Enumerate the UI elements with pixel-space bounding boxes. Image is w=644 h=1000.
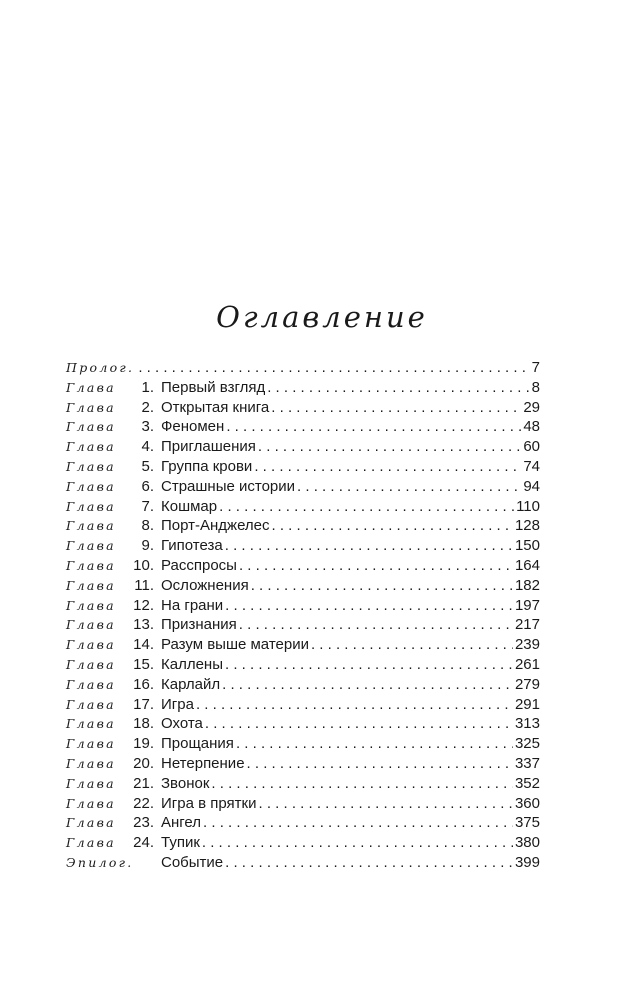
dot-leader: [196, 695, 513, 715]
entry-page-number: 217: [514, 616, 540, 634]
entry-label: Глава: [66, 478, 116, 494]
entry-page-number: 375: [514, 814, 540, 832]
entry-label: Глава: [66, 637, 116, 653]
dot-leader: [272, 516, 513, 536]
entry-number: 2.: [141, 398, 154, 416]
entry-page-number: 48: [523, 418, 540, 436]
entry-page-number: 128: [514, 517, 540, 535]
entry-label: Глава: [66, 597, 116, 613]
entry-title: Тупик: [161, 834, 200, 852]
entry-number: 3.: [141, 418, 154, 436]
dot-leader: [138, 358, 529, 378]
entry-title: Прощания: [161, 735, 234, 753]
entry-number: 4.: [141, 438, 154, 456]
entry-number: 13.: [133, 616, 154, 634]
entry-title: Охота: [161, 715, 203, 733]
entry-page-number: 279: [514, 675, 540, 693]
entry-label: Глава: [66, 755, 116, 771]
entry-title: Осложнения: [161, 576, 249, 594]
entry-label: Глава: [66, 518, 116, 534]
entry-title: Феномен: [161, 418, 225, 436]
entry-label: Глава: [66, 498, 116, 514]
dot-leader: [202, 833, 513, 853]
entry-page-number: 150: [514, 537, 540, 555]
entry-label: Эпилог.: [66, 854, 134, 870]
entry-title: Карлайл: [161, 675, 221, 693]
entry-page-number: 74: [523, 457, 540, 475]
toc-entry: [66, 516, 540, 536]
entry-page-number: 325: [514, 735, 540, 753]
toc-entry: [66, 675, 540, 695]
entry-title: Ангел: [161, 814, 202, 832]
entry-page-number: 399: [514, 853, 540, 871]
dot-leader: [225, 596, 513, 616]
entry-number: 7.: [141, 497, 154, 515]
entry-number: 22.: [133, 794, 154, 812]
entry-label: Глава: [66, 557, 116, 573]
dot-leader: [254, 457, 521, 477]
entry-page-number: 182: [514, 576, 540, 594]
page-title: Оглавление: [216, 300, 428, 334]
entry-title: Звонок: [161, 774, 210, 792]
entry-label: Глава: [66, 577, 116, 593]
entry-title: Игра в прятки: [161, 794, 257, 812]
table-of-contents: [66, 358, 540, 873]
entry-page-number: 291: [514, 695, 540, 713]
dot-leader: [219, 497, 514, 517]
dot-leader: [239, 556, 513, 576]
toc-entry: [66, 556, 540, 576]
dot-leader: [225, 655, 513, 675]
toc-entry: [66, 457, 540, 477]
dot-leader: [267, 378, 529, 398]
dot-leader: [225, 536, 513, 556]
entry-label: Глава: [66, 736, 116, 752]
entry-label: Глава: [66, 458, 116, 474]
entry-number: 21.: [133, 774, 154, 792]
entry-page-number: 164: [514, 556, 540, 574]
entry-label: Глава: [66, 676, 116, 692]
entry-number: 17.: [133, 695, 154, 713]
dot-leader: [247, 754, 513, 774]
entry-page-number: 380: [514, 834, 540, 852]
dot-leader: [271, 398, 521, 418]
toc-entry: [66, 477, 540, 497]
entry-page-number: 197: [514, 596, 540, 614]
toc-entry: [66, 497, 540, 517]
entry-title: Признания: [161, 616, 237, 634]
entry-label: Глава: [66, 795, 116, 811]
entry-number: 8.: [141, 517, 154, 535]
entry-page-number: 110: [516, 497, 540, 515]
toc-entry: [66, 536, 540, 556]
entry-number: 12.: [133, 596, 154, 614]
entry-title: Кошмар: [161, 497, 218, 515]
toc-entry-prologue: [66, 358, 540, 378]
toc-entry: [66, 754, 540, 774]
toc-entry: [66, 635, 540, 655]
dot-leader: [211, 774, 513, 794]
toc-entry: [66, 774, 540, 794]
entry-page-number: 8: [531, 378, 540, 396]
entry-label: Глава: [66, 835, 116, 851]
toc-entry: [66, 615, 540, 635]
entry-title: Приглашения: [161, 438, 256, 456]
dot-leader: [222, 675, 513, 695]
entry-title: Событие: [161, 853, 224, 871]
entry-title: Игра: [161, 695, 194, 713]
toc-entry: [66, 596, 540, 616]
entry-page-number: 7: [531, 359, 540, 376]
entry-label: Глава: [66, 439, 116, 455]
entry-number: 1.: [141, 378, 154, 396]
entry-number: 6.: [141, 477, 154, 495]
entry-page-number: 313: [514, 715, 540, 733]
entry-title: Группа крови: [161, 457, 253, 475]
toc-entry: [66, 734, 540, 754]
entry-label: Глава: [66, 815, 116, 831]
dot-leader: [239, 615, 513, 635]
entry-title: Гипотеза: [161, 537, 223, 555]
entry-label: Глава: [66, 379, 116, 395]
toc-entry-epilogue: [66, 853, 540, 873]
entry-title: Расспросы: [161, 556, 237, 574]
toc-entry: [66, 655, 540, 675]
toc-entry: [66, 398, 540, 418]
entry-title: Нетерпение: [161, 754, 245, 772]
toc-entry: [66, 794, 540, 814]
entry-page-number: 29: [523, 398, 540, 416]
entry-label: Глава: [66, 617, 116, 633]
entry-label: Глава: [66, 538, 116, 554]
entry-title: Первый взгляд: [161, 378, 266, 396]
entry-label: Глава: [66, 775, 116, 791]
dot-leader: [258, 437, 521, 457]
entry-number: 9.: [141, 537, 154, 555]
entry-number: 16.: [133, 675, 154, 693]
toc-entry: [66, 576, 540, 596]
entry-page-number: 94: [523, 477, 540, 495]
entry-title: Страшные истории: [161, 477, 296, 495]
entry-number: 23.: [133, 814, 154, 832]
entry-label: Глава: [66, 696, 116, 712]
entry-title: Каллены: [161, 655, 223, 673]
entry-page-number: 239: [514, 636, 540, 654]
dot-leader: [251, 576, 513, 596]
entry-title: На грани: [161, 596, 224, 614]
entry-number: 15.: [133, 655, 154, 673]
entry-label: Глава: [66, 716, 116, 732]
toc-entry: [66, 695, 540, 715]
entry-title: Порт-Анджелес: [161, 517, 270, 535]
entry-number: 5.: [141, 457, 154, 475]
dot-leader: [205, 714, 513, 734]
dot-leader: [226, 417, 521, 437]
entry-number: 18.: [133, 715, 154, 733]
dot-leader: [236, 734, 513, 754]
entry-label: Глава: [66, 656, 116, 672]
entry-page-number: 337: [514, 754, 540, 772]
entry-number: 10.: [133, 556, 154, 574]
dot-leader: [297, 477, 521, 497]
toc-entry: [66, 833, 540, 853]
dot-leader: [311, 635, 513, 655]
entry-page-number: 261: [514, 655, 540, 673]
toc-entry: [66, 437, 540, 457]
entry-page-number: 60: [523, 438, 540, 456]
entry-number: 20.: [133, 754, 154, 772]
entry-number: 19.: [133, 735, 154, 753]
entry-number: 14.: [133, 636, 154, 654]
dot-leader: [258, 794, 512, 814]
dot-leader: [203, 813, 513, 833]
toc-entry: [66, 813, 540, 833]
entry-number: 11.: [134, 576, 154, 594]
entry-label: Глава: [66, 419, 116, 435]
toc-entry: [66, 417, 540, 437]
entry-label: Пролог.: [66, 360, 135, 375]
dot-leader: [225, 853, 513, 873]
entry-title: Открытая книга: [161, 398, 270, 416]
entry-title: Разум выше материи: [161, 636, 309, 654]
toc-entry: [66, 714, 540, 734]
toc-entry: [66, 378, 540, 398]
entry-number: 24.: [133, 834, 154, 852]
entry-page-number: 352: [514, 774, 540, 792]
entry-label: Глава: [66, 399, 116, 415]
entry-page-number: 360: [514, 794, 540, 812]
